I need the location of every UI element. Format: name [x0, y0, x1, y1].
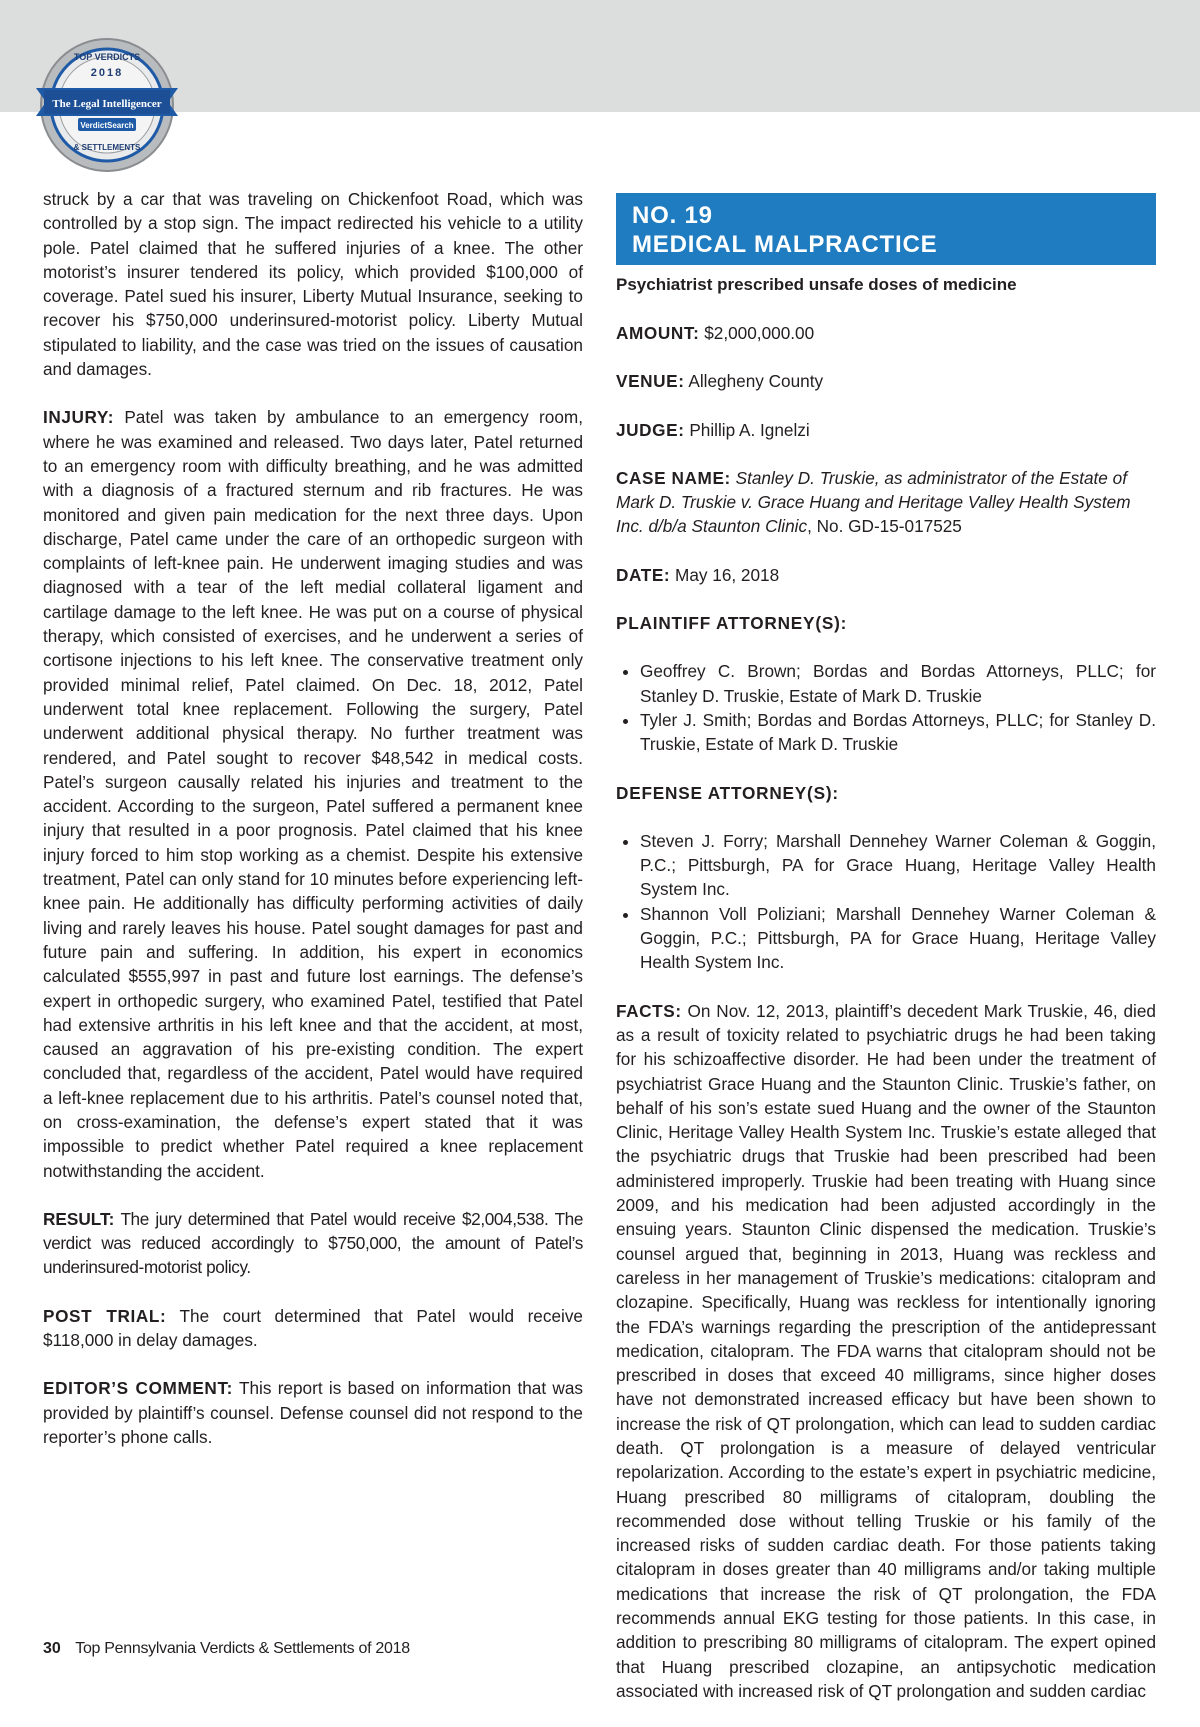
case-name-field [616, 466, 1156, 539]
date-field [616, 563, 1156, 587]
list-item: • Tyler J. Smith; Bordas and Bordas Attorneys, PLLC; for Stanley D. Truskie, Estate of Mark D. Truskie [640, 708, 1156, 757]
plaintiff-attorneys-title: PLAINTIFF ATTORNEY(S): [616, 613, 848, 634]
defense-attorneys-title: DEFENSE ATTORNEY(S): [616, 782, 839, 803]
intro-text: struck by a car that was traveling on Chickenfoot Road, which was controlled by a stop sign. The impact redirected his vehicle to a utility pole. Patel claimed that he suffered injuries of a knee. The other motorist’s insurer tendered its policy, which provided $100,000 of coverage. Patel sued his insurer, Liberty Mutual Insurance, seeking to recover his $750,000 underinsured-motorist policy. Liberty Mutual stipulated to liability, and the case was tried on the issues of causation and damages. [43, 189, 583, 380]
venue-label: VENUE: [616, 371, 685, 392]
badge-arc-top-text: TOP VERDICTS [73, 52, 141, 62]
facts-paragraph [616, 999, 1156, 1704]
plaintiff-attorneys-list [616, 659, 1156, 756]
badge-year: 2018 [90, 67, 124, 79]
venue-value: Allegheny County [684, 371, 824, 392]
list-item: • Geoffrey C. Brown; Bordas and Bordas Attorneys, PLLC; for Stanley D. Truskie, Estate of Mark D. Truskie [640, 659, 1156, 708]
page-footer [43, 1640, 410, 1658]
case-name-label: CASE NAME: [616, 467, 731, 488]
editor-paragraph [43, 1376, 583, 1449]
amount-value: $2,000,000.00 [699, 323, 815, 343]
injury-text: Patel was taken by ambulance to an emergency room, where he was examined and released. Two days later, Patel returned to an emergency room with difficulty breathing, and he was admitted with a diagnosis of a fractured sternum and rib fractures. He was monitored and given pain medication for the next three days. Upon discharge, Patel came under the care of an orthopedic surgeon with complaints of left-knee pain. He underwent imaging studies and was diagnosed with a tear of the left medial collateral ligament and cartilage damage to the left knee. He was put on a course of physical therapy, which consisted of exercises, and he underwent a series of cortisone injections to his left knee. The conservative treatment only provided minimal relief, Patel claimed. On Dec. 18, 2012, Patel underwent total knee replacement. Following the surgery, Patel underwent additional physical therapy. No further treatment was rendered, and Patel sought to recover $48,542 in medical costs. Patel’s surgeon causally related his injuries and treatment to the accident. According to the surgeon, Patel suffered a permanent knee injury that resulted in a poor prognosis. Patel claimed that his knee injury forced to him stop working as a chemist. Despite his extensive treatment, Patel can only stand for 10 minutes before experiencing left-knee pain. He additionally has difficulty performing activities of daily living and rarely leaves his house. Patel sought damages for past and future pain and suffering. In addition, his expert in economics calculated $555,997 in past and future lost earnings. The defense’s expert in orthopedic surgery, who examined Patel, testified that Patel had extensive arthritis in his left knee and that the accident, at most, caused an aggravation of his pre-existing condition. The expert concluded that, regardless of the accident, Patel would have required a left-knee replacement due to his arthritis. Patel’s counsel noted that, on cross-examination, the defense’s expert stated that it was impossible to predict whether Patel required a knee replacement notwithstanding the accident. [43, 407, 583, 1181]
left-column [43, 187, 583, 1473]
right-column [616, 187, 1156, 1727]
result-label: RESULT: [43, 1208, 115, 1229]
amount-field [616, 321, 1156, 345]
injury-paragraph [43, 405, 583, 1183]
case-number: NO. 19 [632, 202, 713, 229]
badge-arc-bottom-text: & SETTLEMENTS [73, 143, 141, 152]
defense-attorneys-list [616, 829, 1156, 975]
judge-label: JUDGE: [616, 419, 685, 440]
page-number: 30 [43, 1640, 61, 1657]
case-name-number: , No. GD-15-017525 [807, 516, 962, 537]
date-value: May 16, 2018 [670, 564, 780, 585]
judge-value: Phillip A. Ignelzi [684, 419, 810, 440]
result-text: The jury determined that Patel would receive $2,004,538. The verdict was reduced accordingly to $750,000, the amount of Patel’s underinsured-motorist policy. [43, 1208, 583, 1278]
posttrial-paragraph [43, 1304, 583, 1353]
date-label: DATE: [616, 564, 671, 585]
result-paragraph [43, 1207, 583, 1280]
judge-field [616, 418, 1156, 442]
case-type: MEDICAL MALPRACTICE [632, 231, 938, 258]
injury-label: INJURY: [43, 407, 115, 428]
case-header [616, 193, 1156, 265]
intro-paragraph [43, 187, 583, 381]
badge-brand: The Legal Intelligencer [52, 98, 162, 110]
editor-label: EDITOR’S COMMENT: [43, 1378, 233, 1399]
verdicts-badge-logo [30, 30, 230, 180]
publication-title: Top Pennsylvania Verdicts & Settlements of 2018 [75, 1640, 410, 1657]
amount-label: AMOUNT: [616, 323, 700, 343]
facts-text: On Nov. 12, 2013, plaintiff’s decedent Mark Truskie, 46, died as a result of toxicity related to psychiatric drugs he had been taking for his schizoaffective disorder. He had been under the treatment of psychiatrist Grace Huang and the Staunton Clinic. Truskie’s father, on behalf of his son’s estate sued Huang and the owner of the Staunton Clinic, Heritage Valley Health System Inc. Truskie’s estate alleged that the psychiatric drugs that Truskie had been prescribed had been administered improperly. Truskie had been treating with Huang since 2009, and his medication had been adjusted accordingly in the ensuing years. Staunton Clinic dispensed the medication. Truskie’s counsel argued that, beginning in 2013, Huang was reckless and careless in her management of Truskie’s medications: citalopram and clozapine. Specifically, Huang was reckless for intentionally ignoring the FDA’s warnings regarding the prescription of the antidepressant medication, citalopram. The FDA warns that citalopram should not be prescribed in doses that exceed 40 milligrams, since higher doses have not demonstrated increased efficacy but have been shown to increase the risk of QT prolongation, which can lead to sudden cardiac death. QT prolongation is a measure of delayed ventricular repolarization. According to the estate’s expert in psychiatric medicine, Huang prescribed 80 milligrams of citalopram, doubling the recommended dose without telling Truskie or his family of the increased risks of sudden cardiac death. For those patients taking citalopram in doses greater than 40 milligrams and/or taking multiple medications that increase the risk of QT prolongation, the FDA recommends annual EKG testing for those patients. In this case, in addition to prescribing 80 milligrams of citalopram. The expert opined that Huang prescribed clozapine, an antipsychotic medication associated with increased risk of QT prolongation and sudden cardiac [616, 1000, 1156, 1701]
editor-text: This report is based on information that was provided by plaintiff’s counsel. Defense counsel did not respond to the reporter’s phone calls. [43, 1378, 583, 1447]
posttrial-text: The court determined that Patel would receive $118,000 in delay damages. [43, 1305, 583, 1351]
posttrial-label: POST TRIAL: [43, 1305, 167, 1326]
facts-label: FACTS: [616, 1000, 682, 1021]
list-item: • Steven J. Forry; Marshall Dennehey Warner Coleman & Goggin, P.C.; Pittsburgh, PA for Grace Huang, Heritage Valley Health System Inc. [640, 829, 1156, 902]
case-fields [616, 321, 1156, 587]
list-item: • Shannon Voll Poliziani; Marshall Dennehey Warner Coleman & Goggin, P.C.; Pittsburgh, PA for Grace Huang, Heritage Valley Health System Inc. [640, 902, 1156, 975]
case-subhead: Psychiatrist prescribed unsafe doses of medicine [616, 275, 1017, 294]
case-name-italic: Stanley D. Truskie, as administrator of the Estate of Mark D. Truskie v. Grace Huang and Heritage Valley Health System Inc. d/b/a Staunton Clinic [616, 467, 1131, 537]
venue-field [616, 369, 1156, 393]
badge-sub: VerdictSearch [80, 121, 134, 130]
